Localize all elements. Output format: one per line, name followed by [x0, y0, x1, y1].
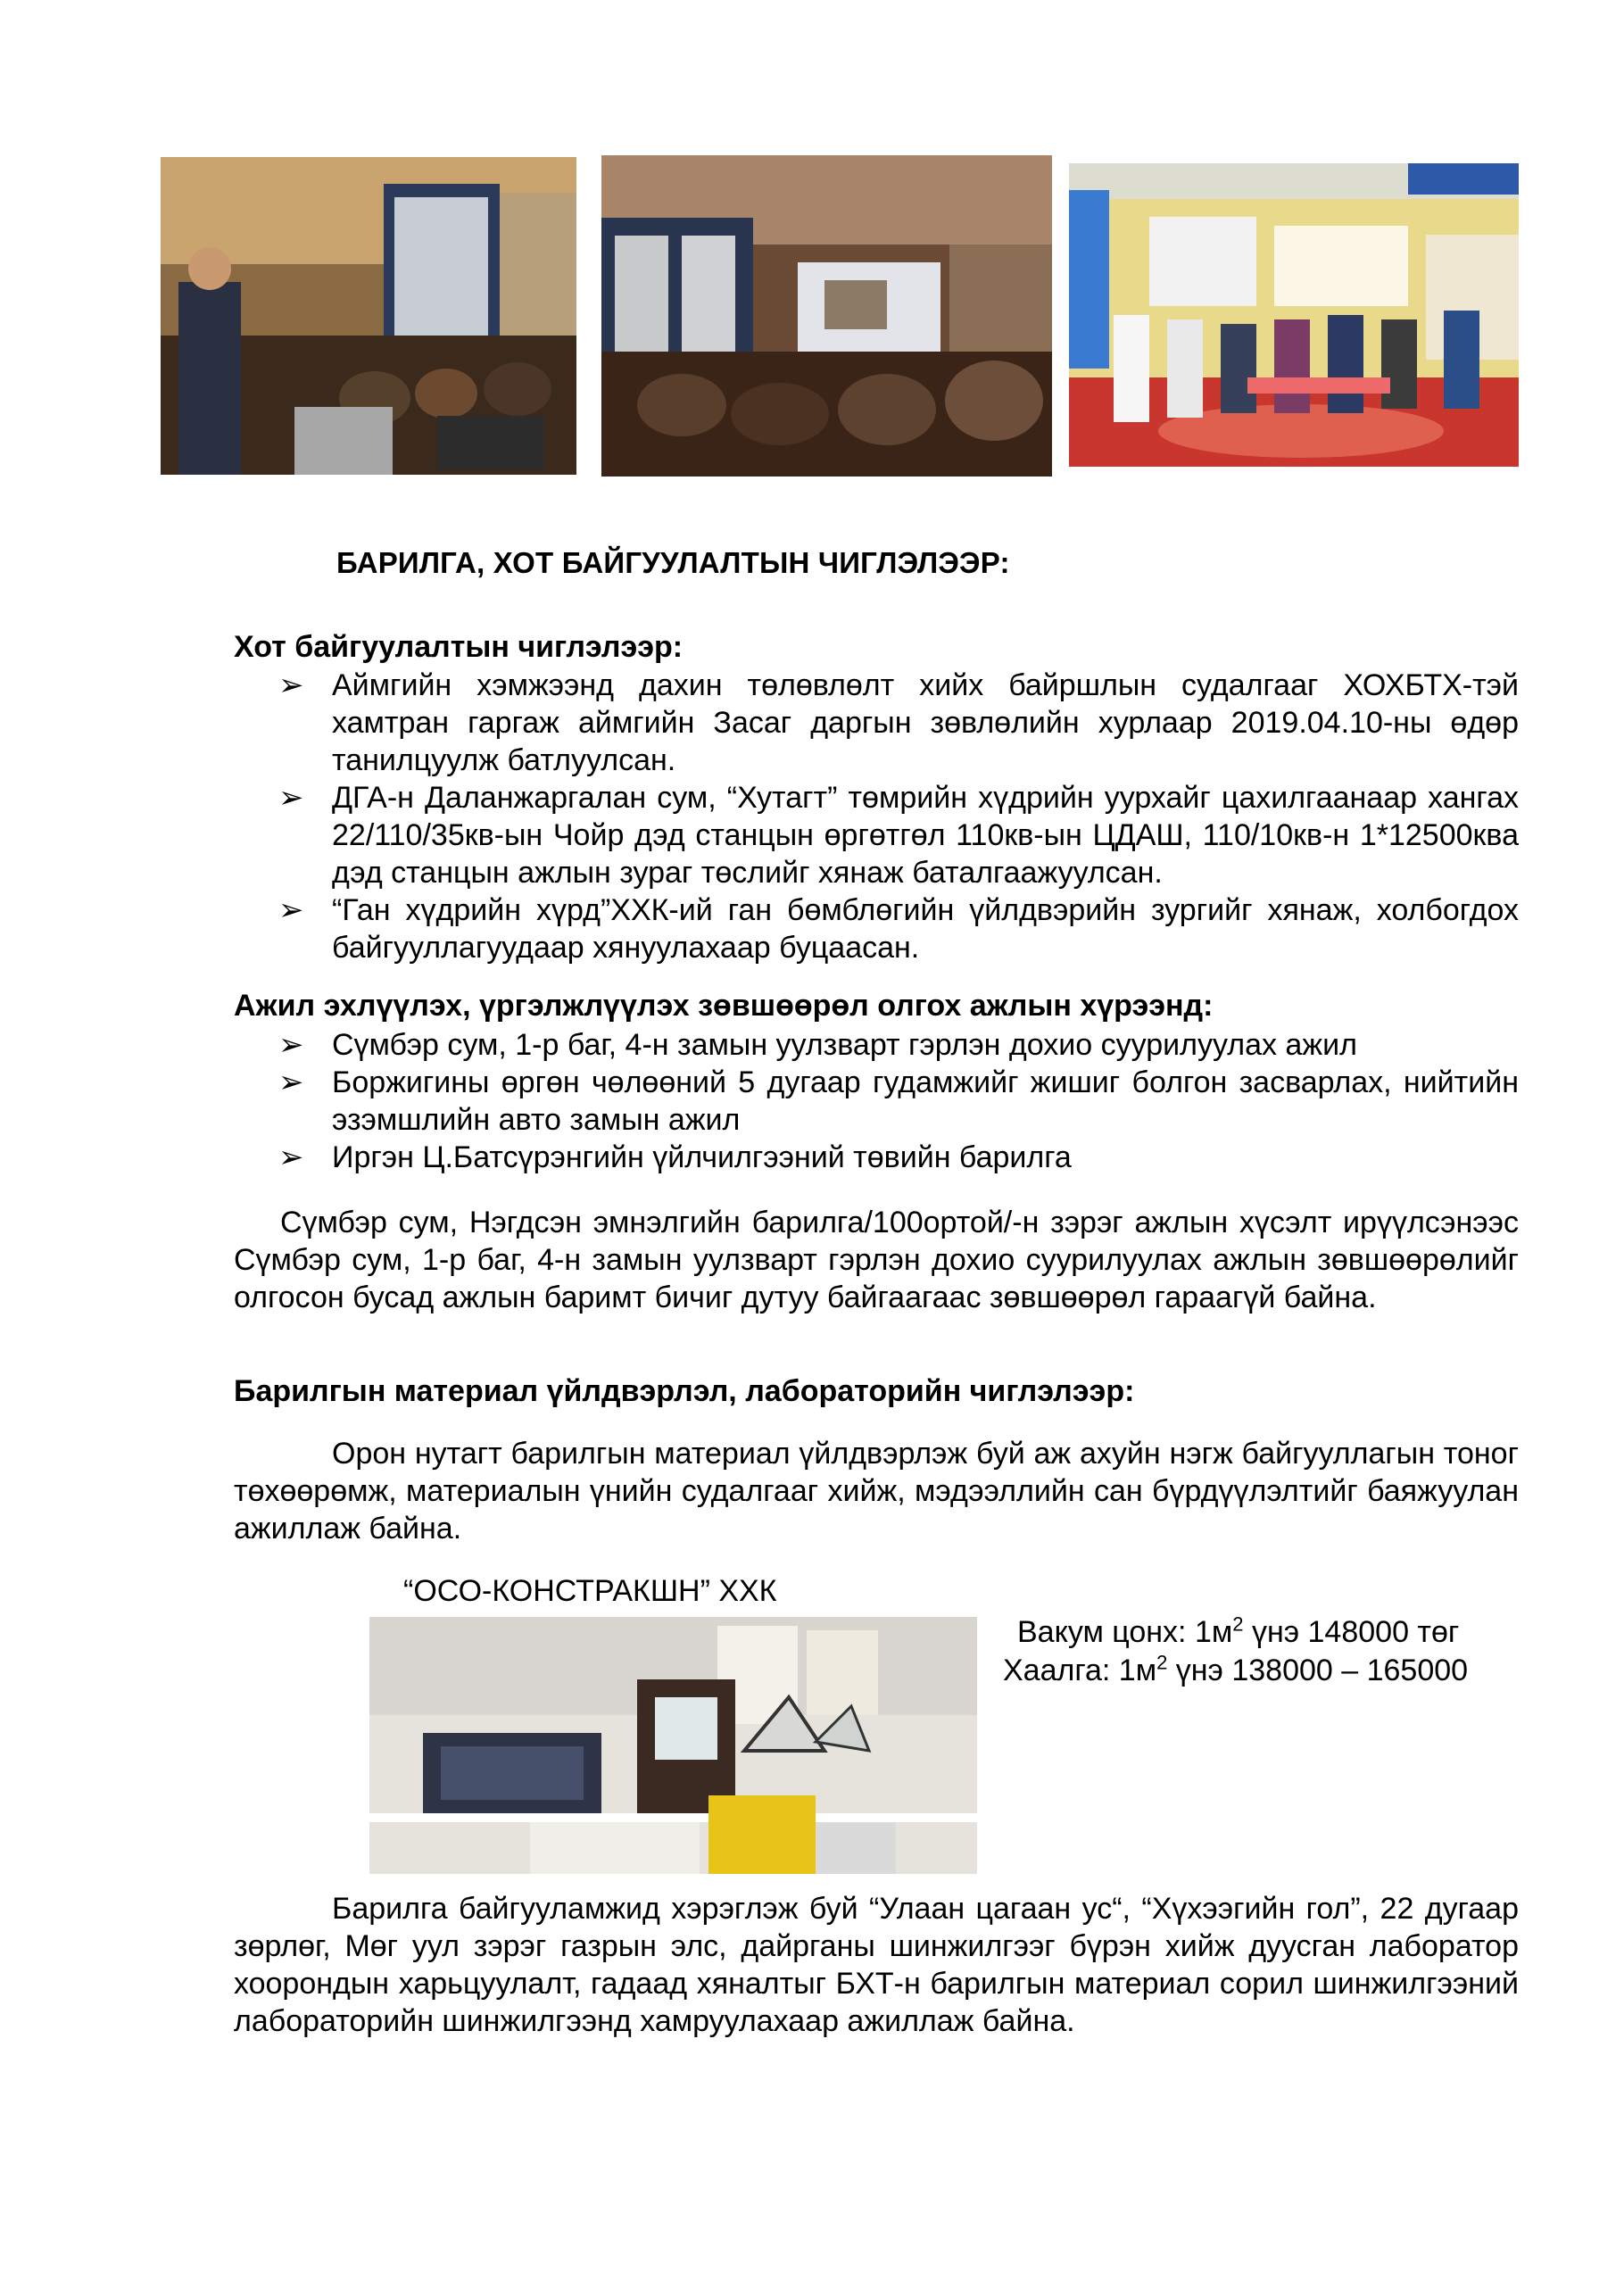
permits-paragraph: Сүмбэр сум, Нэгдсэн эмнэлгийн барилга/100ортой/-н зэрэг ажлын хүсэлт ирүүлсэнээс Сүмбэр сум, 1-р баг, 4-н замын уулзварт гэрлэн дохио суурилуулах ажлын зөвшөөрөлийг олгосон бусад ажлын баримт бичиг дутуу байгаагаас зөвшөөрөл гараагүй байна. — [234, 1206, 1519, 1314]
list-item: ➢ ДГА-н Даланжаргалан сум, “Хутагт” төмрийн хүдрийн уурхайг цахилгаанаар хангах 22/110/35кв-ын Чойр дэд станцын өргөтгөл 110кв-ын ЦДАШ, 110/10кв-н 1*12500ква дэд станцын ажлын зураг төслийг хянаж баталгаажуулсан. — [278, 781, 1519, 890]
main-heading: БАРИЛГА, ХОТ БАЙГУУЛАЛТЫН ЧИГЛЭЛЭЭР: — [336, 546, 1010, 579]
product-showroom-photo — [369, 1617, 977, 1874]
section-heading-materials: Барилгын материал үйлдвэрлэл, лабораторийн чиглэлээр: — [234, 1374, 1135, 1408]
bullet-arrow-icon: ➢ — [278, 1028, 304, 1062]
materials-paragraph: Орон нутагт барилгын материал үйлдвэрлэж буй аж ахуйн нэгж байгууллагын тоног төхөөрөмж, материалын үнийн судалгааг хийж, мэдээллийн сан бүрдүүлэлтийг баяжуулан ажиллаж байна. — [234, 1437, 1519, 1546]
bullet-arrow-icon: ➢ — [278, 1065, 304, 1099]
list-item: ➢ Иргэн Ц.Батсүрэнгийн үйлчилгээний төвийн барилга — [278, 1140, 1072, 1174]
company-name: “ОСО-КОНСТРАКШН” ХХК — [403, 1574, 777, 1608]
section-heading-urban-planning: Хот байгуулалтын чиглэлээр: — [234, 630, 684, 664]
list-item: ➢ Аймгийн хэмжээнд дахин төлөвлөлт хийх байршлын судалгааг ХОХБТХ-тэй хамтран гаргаж аймгийн Засаг даргын зөвлөлийн хурлаар 2019.04.10-ны өдөр танилцуулж батлуулсан. — [278, 668, 1519, 777]
permits-list — [234, 1026, 1519, 1176]
list-item: ➢ Сүмбэр сум, 1-р баг, 4-н замын уулзварт гэрлэн дохио суурилуулах ажил — [278, 1028, 1357, 1062]
meeting-photo-3 — [1069, 163, 1519, 467]
meeting-photo-2 — [601, 155, 1052, 477]
bullet-arrow-icon: ➢ — [278, 668, 304, 702]
bullet-arrow-icon: ➢ — [278, 893, 304, 927]
urban-planning-list — [234, 667, 1519, 966]
section-heading-permits: Ажил эхлүүлэх, үргэлжлүүлэх зөвшөөрөл олгох ажлын хүрээнд: — [234, 989, 1214, 1023]
laboratory-paragraph: Барилга байгууламжид хэрэглэж буй “Улаан цагаан ус“, “Хүхээгийн гол”, 22 дугаар зөрлөг, Мөг уул зэрэг газрын элс, дайрганы шинжилгээг бүрэн хийж дуусган лаборатор хоорондын харьцуулалт, гадаад хяналтыг БХТ-н барилгын материал сорил шинжилгээний лабораторийн шинжилгээнд хамруулахаар ажиллаж байна. — [234, 1892, 1519, 2038]
price-door: Хаалга: $1м^2$ үнэ 138000 – 165000 — [1003, 1651, 1469, 1687]
bullet-arrow-icon: ➢ — [278, 1140, 304, 1174]
list-item: ➢ “Ган хүдрийн хүрд”ХХК-ий ган бөмблөгийн үйлдвэрийн зургийг хянаж, холбогдох байгууллагуудаар хянуулахаар буцаасан. — [278, 893, 1519, 965]
list-item: ➢ Боржигины өргөн чөлөөний 5 дугаар гудамжийг жишиг болгон засварлах, нийтийн эзэмшлийн авто замын ажил — [278, 1065, 1519, 1137]
price-vacuum-window: Вакум цонх: $1м^2$ үнэ 148000 төг — [1017, 1612, 1460, 1649]
bullet-arrow-icon: ➢ — [278, 781, 304, 815]
meeting-photo-1 — [161, 157, 576, 475]
